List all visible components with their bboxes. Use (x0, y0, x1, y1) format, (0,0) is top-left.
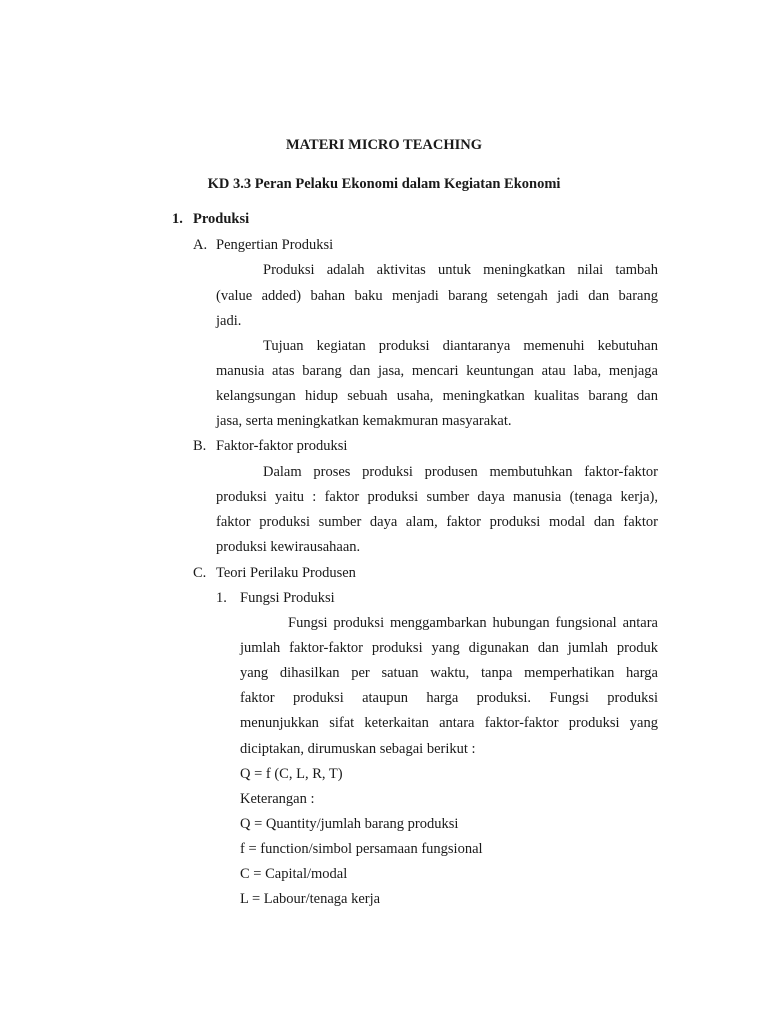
part-b-paragraph-line: Dalam proses produksi produsen membutuhkan faktor-faktor (263, 464, 658, 480)
part-b-heading: Faktor-faktor produksi (216, 438, 348, 454)
part-a-paragraph-2-line: jasa, serta meningkatkan kemakmuran masyarakat. (216, 413, 512, 429)
part-a-heading: Pengertian Produksi (216, 237, 334, 253)
part-a-letter: A. (193, 237, 208, 253)
section-heading: Produksi (193, 211, 250, 227)
note-item: f = function/simbol persamaan fungsional (240, 841, 483, 857)
note-item: L = Labour/tenaga kerja (240, 891, 381, 907)
subsection-number: 1. (216, 590, 227, 606)
subsection-heading: Fungsi Produksi (240, 590, 335, 606)
part-a-paragraph-1-line: jadi. (216, 313, 242, 329)
subsection-paragraph-line: jumlah faktor-faktor produksi yang digunakan dan jumlah produk (240, 640, 658, 656)
document-title: MATERI MICRO TEACHING (285, 137, 483, 153)
part-a-paragraph-2-line: kelangsungan hidup sebuah usaha, meningkatkan kualitas barang dan (216, 388, 658, 404)
part-b-paragraph-line: produksi kewirausahaan. (216, 539, 361, 555)
notes-label: Keterangan : (240, 791, 315, 807)
note-item: Q = Quantity/jumlah barang produksi (240, 816, 459, 832)
part-c-heading: Teori Perilaku Produsen (216, 565, 356, 581)
note-item: C = Capital/modal (240, 866, 348, 882)
part-a-paragraph-2-line: manusia atas barang dan jasa, mencari keuntungan atau laba, menjaga (216, 363, 658, 379)
section-number: 1. (172, 211, 183, 227)
part-a-paragraph-1-line: Produksi adalah aktivitas untuk meningkatkan nilai tambah (263, 262, 658, 278)
subsection-paragraph-line: faktor produksi ataupun harga produksi. Fungsi produksi (240, 690, 658, 706)
part-b-letter: B. (193, 438, 207, 454)
part-b-paragraph-line: faktor produksi sumber daya alam, faktor produksi modal dan faktor (216, 514, 658, 530)
document-subtitle: KD 3.3 Peran Pelaku Ekonomi dalam Kegiatan Ekonomi (207, 176, 561, 192)
subsection-paragraph-line: yang dihasilkan per satuan waktu, tanpa memperhatikan harga (240, 665, 658, 681)
subsection-paragraph-line: menunjukkan sifat keterkaitan antara faktor-faktor produksi yang (240, 715, 658, 731)
part-b-paragraph-line: produksi yaitu : faktor produksi sumber daya manusia (tenaga kerja), (216, 489, 658, 505)
part-a-paragraph-1-line: (value added) bahan baku menjadi barang setengah jadi dan barang (216, 288, 658, 304)
subsection-paragraph-line: diciptakan, dirumuskan sebagai berikut : (240, 741, 476, 757)
subsection-paragraph-line: Fungsi produksi menggambarkan hubungan fungsional antara (288, 615, 658, 631)
part-a-paragraph-2-line: Tujuan kegiatan produksi diantaranya memenuhi kebutuhan (263, 338, 658, 354)
part-c-letter: C. (193, 565, 207, 581)
production-formula: Q = f (C, L, R, T) (240, 766, 343, 782)
